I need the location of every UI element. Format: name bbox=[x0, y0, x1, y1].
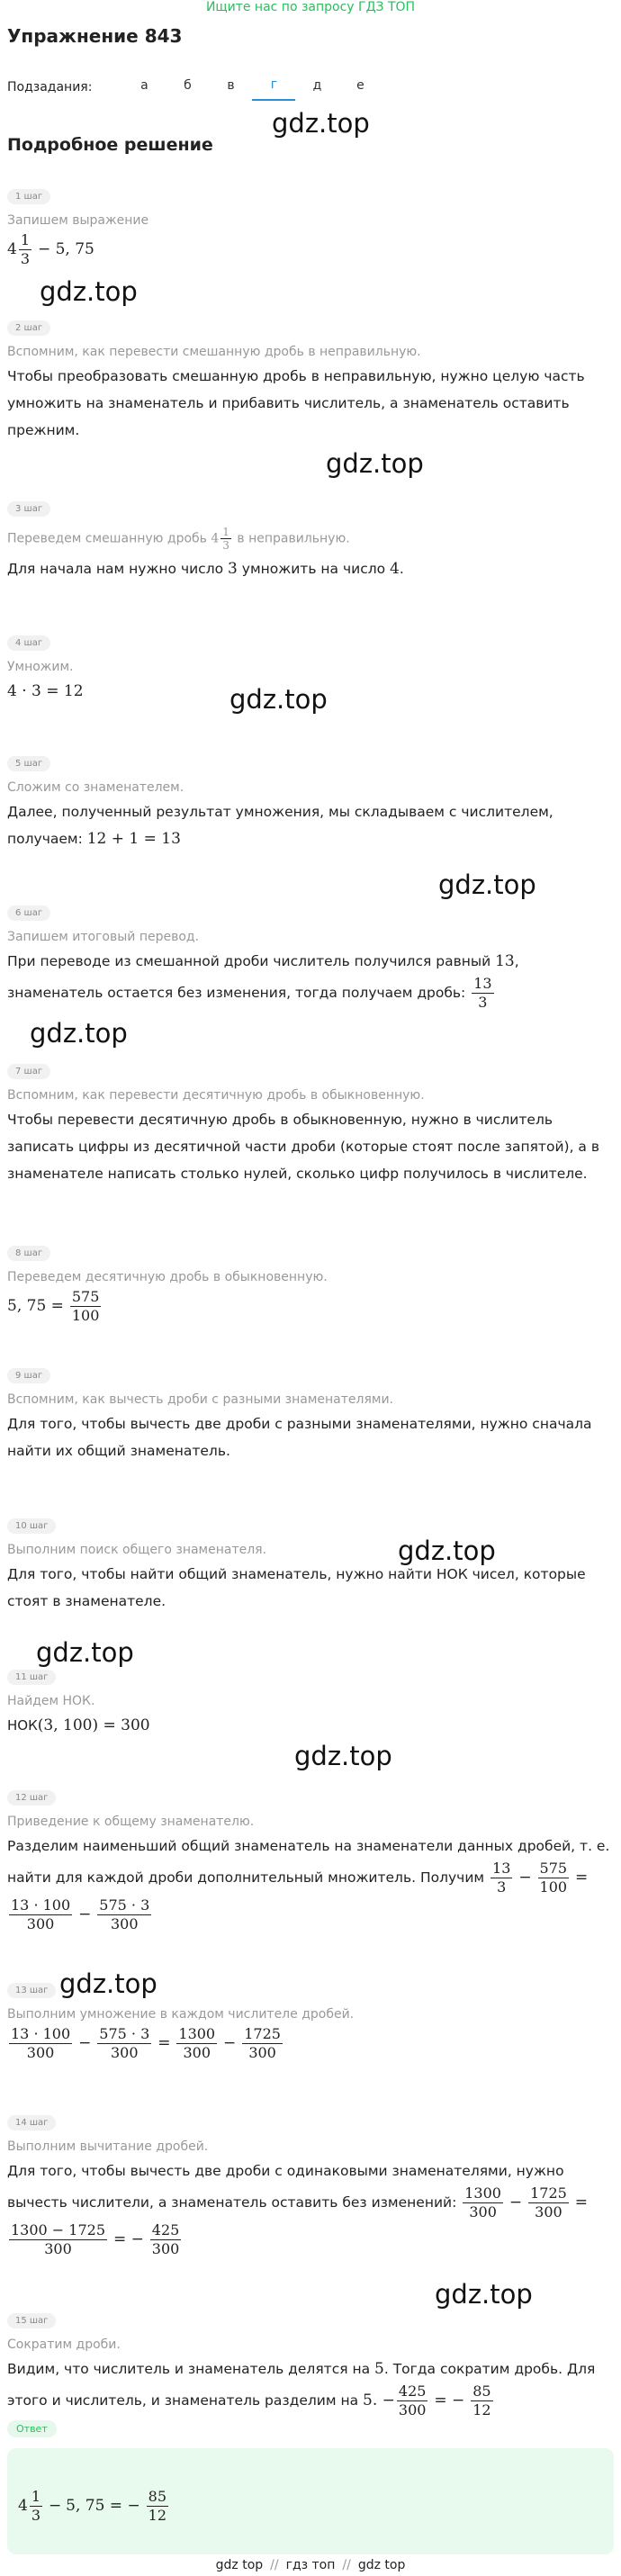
step-text: Для начала нам нужно число 3 умножить на число 4. bbox=[7, 560, 404, 578]
step-text: Далее, полученный результат умножения, мы складываем с числителем, получаем: 12 + 1 = 13 bbox=[7, 804, 554, 848]
watermark: gdz.top bbox=[36, 1637, 134, 1668]
step-badge: 3 шаг bbox=[7, 501, 50, 517]
section-title: Подробное решение bbox=[7, 135, 213, 155]
step-8 bbox=[7, 1242, 614, 1325]
step-badge: 9 шаг bbox=[7, 1368, 50, 1383]
step-hint: Умножим. bbox=[7, 660, 74, 674]
step-10 bbox=[7, 1515, 614, 1615]
step-hint: Запишем выражение bbox=[7, 213, 149, 228]
step-hint: Приведение к общему знаменателю. bbox=[7, 1815, 255, 1829]
watermark: gdz.top bbox=[59, 1968, 158, 1999]
watermark: gdz.top bbox=[326, 448, 424, 479]
step-hint: Выполним поиск общего знаменателя. bbox=[7, 1543, 267, 1557]
step-7 bbox=[7, 1060, 614, 1187]
step-badge: 4 шаг bbox=[7, 635, 50, 651]
subtask-b[interactable]: б bbox=[184, 78, 192, 93]
subtask-g[interactable]: г bbox=[252, 74, 295, 101]
step-badge: 6 шаг bbox=[7, 905, 50, 921]
subtasks-label: Подзадания: bbox=[7, 80, 93, 95]
step-hint: Выполним вычитание дробей. bbox=[7, 2139, 209, 2154]
step-text: Чтобы преобразовать смешанную дробь в неправильную, нужно целую часть умножить на знаменатель и прибавить числитель, а знаменатель оставить прежним. bbox=[7, 368, 585, 438]
watermark: gdz.top bbox=[435, 2279, 533, 2310]
footer-link[interactable]: gdz top bbox=[357, 2558, 406, 2572]
step-badge: 11 шаг bbox=[7, 1670, 56, 1685]
step-text: Для того, чтобы вычесть две дроби с одинаковыми знаменателями, нужно вычесть числители, а знаменатель оставить без изменений: $\frac{1300}{300}$ − $\frac{1725}{300}$ = $\frac{1300 - 1725}{300}$ = − $\frac{425}{300}$ bbox=[7, 2163, 588, 2257]
step-badge: 2 шаг bbox=[7, 320, 50, 336]
watermark: gdz.top bbox=[438, 869, 536, 900]
step-4 bbox=[7, 632, 614, 705]
step-14 bbox=[7, 2112, 614, 2258]
step-5 bbox=[7, 752, 614, 852]
watermark: gdz.top bbox=[294, 1741, 392, 1771]
page-title: Упражнение 843 bbox=[7, 25, 183, 47]
step-1 bbox=[7, 185, 614, 268]
step-hint: Переведем смешанную дробь 4 $\frac{1}{3}$ в неправильную. bbox=[7, 526, 350, 552]
watermark: gdz.top bbox=[398, 1536, 496, 1566]
step-badge: 5 шаг bbox=[7, 756, 50, 771]
step-text: При переводе из смешанной дроби числитель получился равный 13, знаменатель остается без изменения, тогда получаем дробь: $\frac{13}{3}$ bbox=[7, 952, 519, 1011]
step-badge: 15 шаг bbox=[7, 2313, 56, 2328]
step-math: НОК(3, 100) = 300 bbox=[7, 1716, 150, 1734]
subtask-a[interactable]: а bbox=[140, 78, 148, 93]
footer-link[interactable]: гдз топ bbox=[285, 2558, 336, 2572]
step-hint: Вспомним, как перевести десятичную дробь в обыкновенную. bbox=[7, 1088, 425, 1103]
step-badge: 10 шаг bbox=[7, 1518, 56, 1534]
step-3 bbox=[7, 498, 614, 582]
step-badge: 12 шаг bbox=[7, 1790, 56, 1806]
step-11 bbox=[7, 1666, 614, 1739]
step-math bbox=[7, 231, 614, 268]
step-hint: Сложим со знаменателем. bbox=[7, 780, 184, 795]
step-math: 4 · 3 = 12 bbox=[7, 682, 84, 700]
step-12 bbox=[7, 1787, 614, 1933]
step-hint: Найдем НОК. bbox=[7, 1694, 95, 1708]
step-badge: 8 шаг bbox=[7, 1246, 50, 1261]
fraction: $\frac{1}{3}$ bbox=[20, 231, 31, 267]
step-15 bbox=[7, 2310, 614, 2419]
step-hint: Вспомним, как перевести смешанную дробь в неправильную. bbox=[7, 345, 421, 359]
subtasks-bar bbox=[7, 74, 382, 101]
step-hint: Вспомним, как вычесть дроби с разными знаменателями. bbox=[7, 1392, 394, 1407]
step-hint: Выполним умножение в каждом числителе дробей. bbox=[7, 2007, 355, 2022]
subtask-e[interactable]: е bbox=[356, 78, 364, 93]
math-number: 4 bbox=[7, 240, 17, 258]
step-hint: Сократим дроби. bbox=[7, 2337, 121, 2352]
step-13 bbox=[7, 1979, 614, 2062]
subtask-v[interactable]: в bbox=[227, 78, 235, 93]
footer: gdz top // гдз топ // gdz top bbox=[215, 2558, 406, 2572]
step-badge: 14 шаг bbox=[7, 2115, 56, 2130]
footer-link[interactable]: gdz top bbox=[215, 2558, 264, 2572]
answer-box bbox=[7, 2448, 614, 2554]
step-9 bbox=[7, 1365, 614, 1464]
step-hint: Переведем десятичную дробь в обыкновенную. bbox=[7, 1270, 328, 1284]
watermark: gdz.top bbox=[30, 1018, 128, 1049]
watermark: gdz.top bbox=[272, 108, 370, 139]
step-math: 5, 75 = $\frac{575}{100}$ bbox=[7, 1288, 100, 1324]
step-text: Для того, чтобы вычесть две дроби с разными знаменателями, нужно сначала найти их общий знаменатель. bbox=[7, 1416, 592, 1459]
step-math: $\frac{13 \cdot 100}{300}$ − $\frac{575 \cdot 3}{300}$ = $\frac{1300}{300}$ − $\frac{1725}{300}$ bbox=[11, 2025, 281, 2061]
step-text: Видим, что числитель и знаменатель делятся на 5. Тогда сократим дробь. Для этого и числитель, и знаменатель разделим на 5. − $\frac{425}{300}$ = − $\frac{85}{12}$ bbox=[7, 2360, 596, 2418]
answer-math: 4 $\frac{1}{3}$ − 5, 75 = − $\frac{85}{12}$ bbox=[18, 2488, 166, 2524]
step-badge: 13 шаг bbox=[7, 1983, 56, 1998]
step-6 bbox=[7, 902, 614, 1012]
step-2 bbox=[7, 317, 614, 444]
step-text: Разделим наименьший общий знаменатель на знаменатели данных дробей, т. е. найти для каждой дроби дополнительный множитель. Получим $\frac{13}{3}$ − $\frac{575}{100}$ = $\frac{13 \cdot 100}{300}$ − $\frac{575 \cdot 3}{300}$ bbox=[7, 1838, 610, 1932]
math-expr: − 5, 75 bbox=[37, 240, 94, 258]
step-hint: Запишем итоговый перевод. bbox=[7, 930, 200, 944]
subtask-d[interactable]: д bbox=[312, 78, 322, 93]
step-text: Чтобы перевести десятичную дробь в обыкновенную, нужно в числитель записать цифры из десятичной части дроби (которые стоят после запятой), а в знаменателе написать столько нулей, сколько цифр получилось в числителе. bbox=[7, 1112, 599, 1182]
watermark: gdz.top bbox=[230, 684, 328, 715]
step-badge: 7 шаг bbox=[7, 1064, 50, 1079]
step-text: Для того, чтобы найти общий знаменатель, нужно найти НОК чисел, которые стоят в знаменателе. bbox=[7, 1566, 586, 1609]
step-badge: 1 шаг bbox=[7, 189, 50, 204]
answer-label: Ответ bbox=[7, 2420, 57, 2437]
watermark: gdz.top bbox=[40, 276, 138, 307]
top-banner[interactable]: Ищите нас по запросу ГДЗ ТОП bbox=[205, 0, 416, 14]
